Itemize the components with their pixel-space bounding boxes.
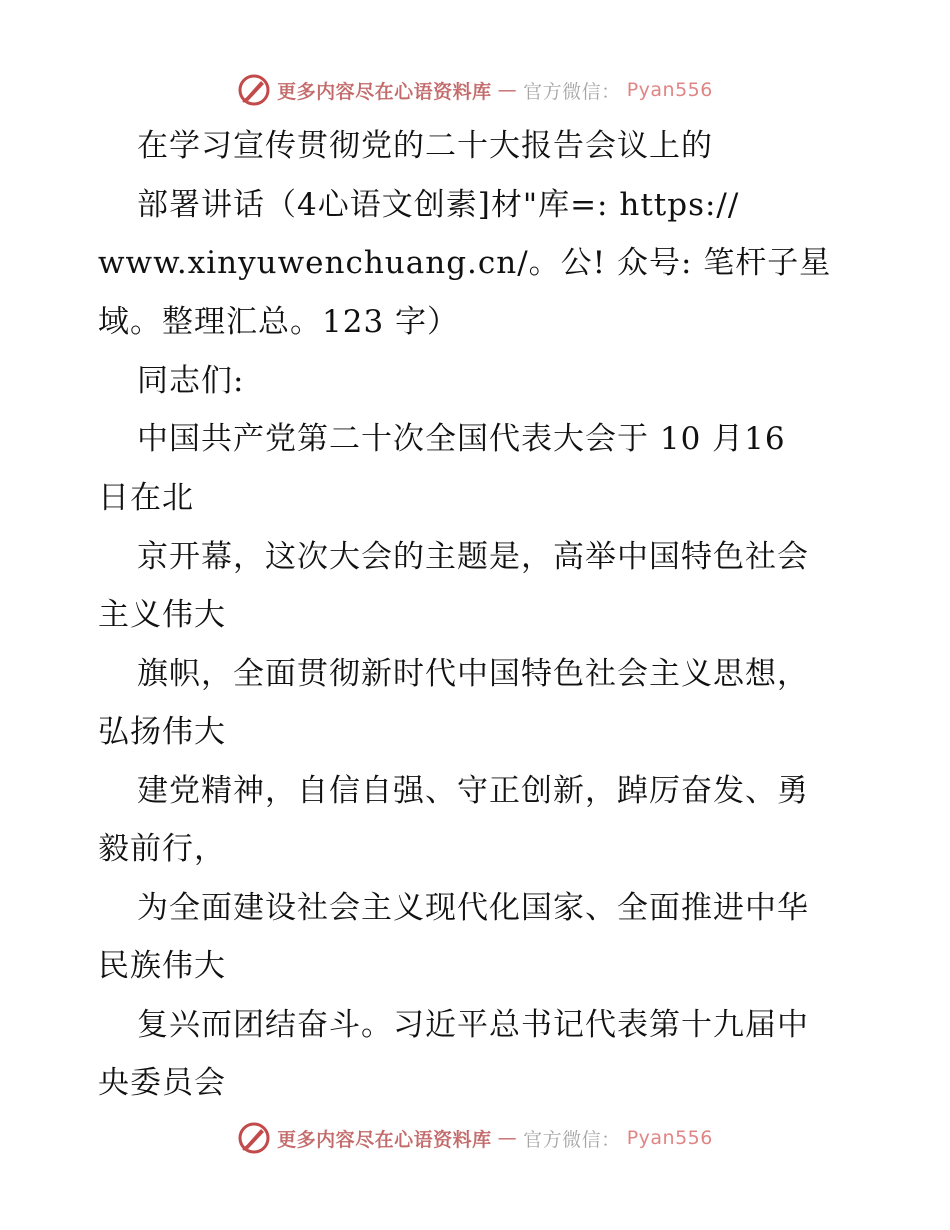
wechat-label: 官方微信： [523,1128,621,1151]
promo-text: 更多内容尽在心语资料库 [277,80,492,103]
document-title-line-1: 在学习宣传贯彻党的二十大报告会议上的 [137,128,713,164]
promo-text: 更多内容尽在心语资料库 [277,1128,492,1151]
paragraph-line: 复兴而团结奋斗。习近平总书记代表第十九届中 [137,1007,809,1043]
paragraph-line: 旗帜，全面贯彻新时代中国特色社会主义思想， [137,656,809,692]
paragraph-line: 日在北 [98,480,194,516]
quill-logo-icon [237,1121,271,1155]
document-title-line-4: 域。整理汇总。123 字） [98,304,460,340]
paragraph-line: 民族伟大 [98,948,226,984]
banner-dash: — [497,79,518,101]
wechat-id: Pyan556 [626,1127,713,1149]
footer-banner [0,1118,950,1158]
document-title-line-3: www.xinyuwenchuang.cn/。公! 众号: 笔杆子星 [98,245,832,281]
paragraph-line: 京开幕，这次大会的主题是，高举中国特色社会 [137,539,809,575]
paragraph-line: 弘扬伟大 [98,714,226,750]
salutation: 同志们: [137,363,245,399]
paragraph-line: 毅前行， [98,831,226,867]
wechat-id: Pyan556 [626,79,713,101]
paragraph-line: 中国共产党第二十次全国代表大会于 10 月16 [137,421,786,457]
wechat-label: 官方微信： [523,80,621,103]
paragraph-line: 建党精神，自信自强、守正创新，踔厉奋发、勇 [137,773,809,809]
document-title-line-2: 部署讲话（4心语文创素]材"库=: https:// [137,187,740,223]
banner-dash: — [497,1127,518,1149]
paragraph-line: 央委员会 [98,1065,226,1101]
paragraph-line: 主义伟大 [98,597,226,633]
paragraph-line: 为全面建设社会主义现代化国家、全面推进中华 [137,890,809,926]
